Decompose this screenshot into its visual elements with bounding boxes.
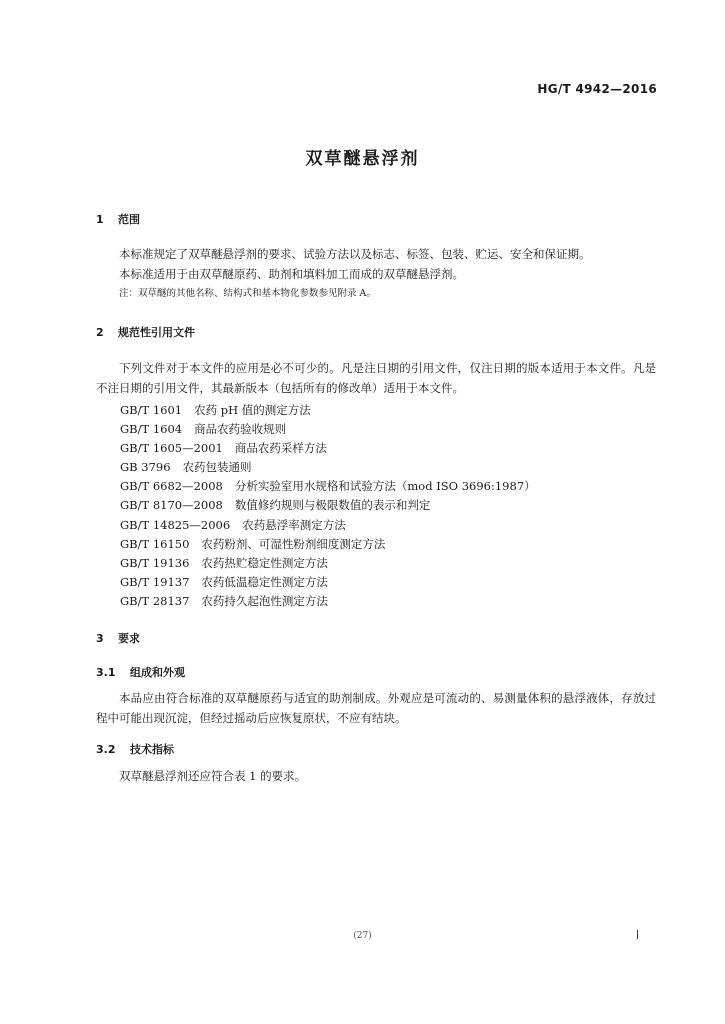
reference-item [120,401,536,420]
section-title: 范围 [118,213,140,226]
section-3-2-heading [96,741,174,757]
reference-item [120,496,536,515]
reference-item [120,439,536,458]
page-number: (27) [353,931,372,941]
reference-code: GB 3796 [120,460,171,475]
reference-code: GB/T 1604 [120,422,183,437]
reference-code: GB/T 16150 [120,536,190,551]
paragraph: 本标准规定了双草醚悬浮剂的要求、试验方法以及标志、标签、包装、贮运、安全和保证期。 [119,247,591,261]
section-number: 3.2 [96,743,116,756]
reference-code: GB/T 1605—2001 [120,441,223,456]
reference-title: 数值修约规则与极限数值的表示和判定 [234,498,431,513]
section-2-intro [96,358,656,398]
reference-item [120,458,536,477]
reference-title: 农药持久起泡性测定方法 [201,593,328,608]
section-1-body [96,244,656,284]
section-number: 3.1 [96,666,116,679]
section-1-heading [96,211,140,227]
section-3-2-body [96,766,656,786]
section-3-1-body [96,688,656,728]
section-title: 规范性引用文件 [118,326,195,339]
section-2-heading [96,324,195,340]
paragraph: 本品应由符合标准的双草醚原药与适宜的助剂制成。外观应是可流动的、易测量体积的悬浮液体，存放过程中可能出现沉淀，但经过摇动后应恢复原状，不应有结块。 [96,691,656,725]
section-3-1-heading [96,664,185,680]
reference-title: 农药悬浮率测定方法 [242,517,346,532]
section-title: 要求 [118,632,140,645]
reference-item [120,592,536,611]
note-text: 注：双草醚的其他名称、结构式和基本物化参数参见附录 A。 [119,288,376,299]
reference-item [120,554,536,573]
reference-code: GB/T 1601 [120,403,183,417]
reference-item [120,535,536,554]
paragraph: 双草醚悬浮剂还应符合表 1 的要求。 [119,769,307,783]
paragraph: 下列文件对于本文件的应用是必不可少的。凡是注日期的引用文件，仅注日期的版本适用于本文件。凡是不注日期的引用文件，其最新版本（包括所有的修改单）适用于本文件。 [96,361,656,395]
section-number: 1 [96,213,104,226]
reference-code: GB/T 19137 [120,574,190,589]
reference-title: 农药包装通则 [182,460,252,475]
edge-mark [637,930,638,939]
document-title: 双草醚悬浮剂 [305,149,420,169]
section-title: 技术指标 [130,743,174,756]
reference-item [120,573,536,592]
section-title: 组成和外观 [130,666,185,679]
standard-code: HG/T 4942—2016 [537,82,657,96]
reference-item [120,516,536,535]
section-number: 3 [96,632,104,645]
reference-title: 商品农药采样方法 [234,441,327,456]
reference-title: 农药粉剂、可湿性粉剂细度测定方法 [201,536,386,551]
reference-title: 农药热贮稳定性测定方法 [201,555,328,570]
reference-item [120,477,536,496]
reference-code: GB/T 14825—2006 [120,517,231,532]
reference-title: 农药 pH 值的测定方法 [194,403,311,417]
reference-list [120,401,536,611]
section-1-note [96,286,656,302]
section-3-heading [96,630,140,646]
section-number: 2 [96,326,104,339]
reference-item [120,420,536,439]
reference-title: 农药低温稳定性测定方法 [201,574,328,589]
reference-code: GB/T 6682—2008 [120,479,223,494]
reference-code: GB/T 28137 [120,593,190,608]
reference-title: 商品农药验收规则 [194,422,287,437]
paragraph: 本标准适用于由双草醚原药、助剂和填料加工而成的双草醚悬浮剂。 [119,267,464,281]
reference-title: 分析实验室用水规格和试验方法（mod ISO 3696:1987） [234,479,536,494]
reference-code: GB/T 19136 [120,555,190,570]
reference-code: GB/T 8170—2008 [120,498,223,513]
